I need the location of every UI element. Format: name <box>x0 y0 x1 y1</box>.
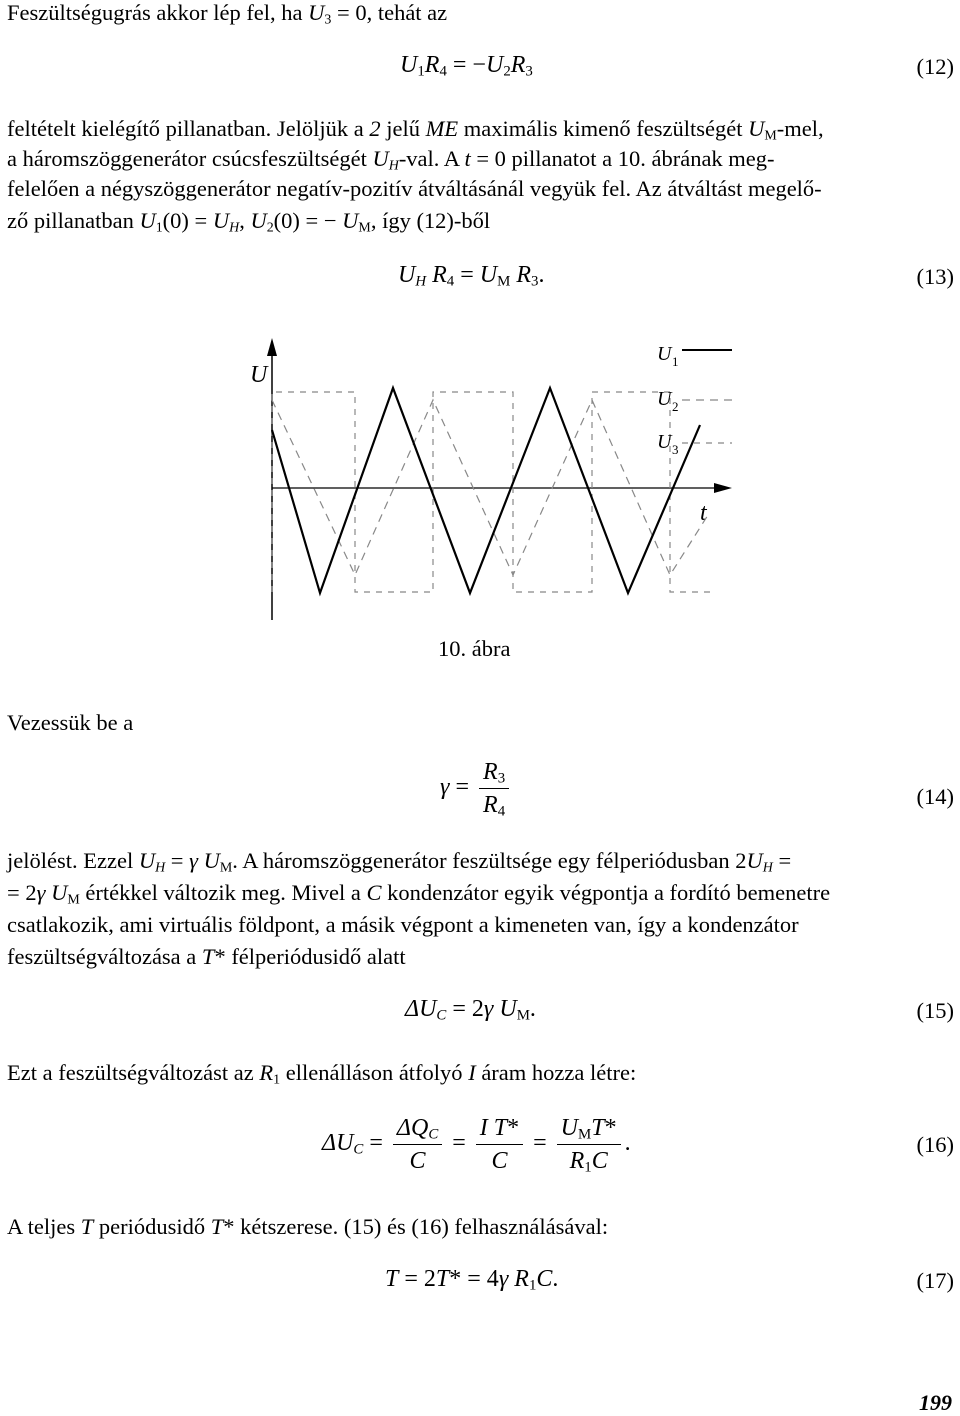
u3-square-wave <box>272 392 710 592</box>
equation-12: $U_1R_4 = -U_2R_3$ <box>400 52 533 80</box>
paragraph-line: Ezt a feszültségváltozást az $R_1$ ellenálláson átfolyó I áram hozza létre: <box>7 1060 637 1088</box>
equation-number-13: (13) <box>916 264 954 289</box>
paragraph-line: ző pillanatban $U_1(0) = U_H$, $U_2(0)$ = − $U_M$, így (12)-ből <box>7 208 491 236</box>
legend-u1-label: U <box>657 343 672 365</box>
y-axis-arrow <box>267 338 277 356</box>
paragraph-line: csatlakozik, ami virtuális földpont, a másik végpont a kimeneten van, így a kondenzátor <box>7 912 799 937</box>
paragraph-line: feltételt kielégítő pillanatban. Jelöljük a 2 jelű ME maximális kimenő feszültségét $U_M$-mel, <box>7 116 824 144</box>
paragraph-intro: Feszültségugrás akkor lép fel, ha $U_3 = 0$, tehát az <box>7 0 448 28</box>
paragraph-line: A teljes T periódusidő T* kétszerese. (15) és (16) felhasználásával: <box>7 1214 609 1239</box>
waveform-figure <box>230 330 750 630</box>
u1-triangle-wave <box>272 388 700 593</box>
legend-u3-sub: 3 <box>672 442 679 457</box>
x-axis-label: t <box>700 500 707 526</box>
legend-u3-label: U <box>657 431 672 453</box>
equation-number-16: (16) <box>916 1132 954 1157</box>
equation-number-14: (14) <box>916 784 954 809</box>
equation-17: T = 2T* = 4γ $R_1C$. <box>385 1266 559 1294</box>
paragraph-line: feszültségváltozása a T* félperiódusidő alatt <box>7 944 406 969</box>
equation-number-12: (12) <box>916 54 954 79</box>
page-number: 199 <box>919 1390 952 1415</box>
equation-number-17: (17) <box>916 1268 954 1293</box>
equation-13: $U_H$ $R_4 = U_M$ $R_3$. <box>398 262 545 290</box>
x-axis-arrow <box>714 483 732 493</box>
equation-14: γ = $\frac{R_3}{R_4}$ <box>440 756 513 821</box>
legend-u2-label: U <box>657 388 672 410</box>
legend-u2-sub: 2 <box>672 399 679 414</box>
paragraph-line: a háromszöggenerátor csúcsfeszültségét $U_H$-val. A t = 0 pillanatot a 10. ábrának meg- <box>7 146 775 174</box>
figure-caption: 10. ábra <box>438 636 511 661</box>
equation-number-15: (15) <box>916 998 954 1023</box>
paragraph-line: felelően a négyszöggenerátor negatív-pozitív átváltásánál vegyük fel. Az átváltást megelő- <box>7 176 822 201</box>
paragraph-line: Vezessük be a <box>7 710 134 735</box>
legend-u1-sub: 1 <box>672 354 679 369</box>
equation-15: $\Delta U_C = 2\gamma$ $U_M$. <box>405 996 536 1024</box>
equation-16: $\Delta U_C$ = $\frac{\Delta Q_C}{C}$ = $\frac{\text{I T*}}{C}$ = $\frac{U_MT*}{R_1C}$ . <box>322 1112 631 1177</box>
paragraph-line: = 2γ $U_M$ értékkel változik meg. Mivel a C kondenzátor egyik végpontja a fordító bemenetre <box>7 880 831 908</box>
paragraph-line: jelölést. Ezzel $U_H = \gamma$ $U_M$. A háromszöggenerátor feszültsége egy félperiódusban $2U_H$ = <box>7 848 792 876</box>
y-axis-label: U <box>250 362 268 388</box>
